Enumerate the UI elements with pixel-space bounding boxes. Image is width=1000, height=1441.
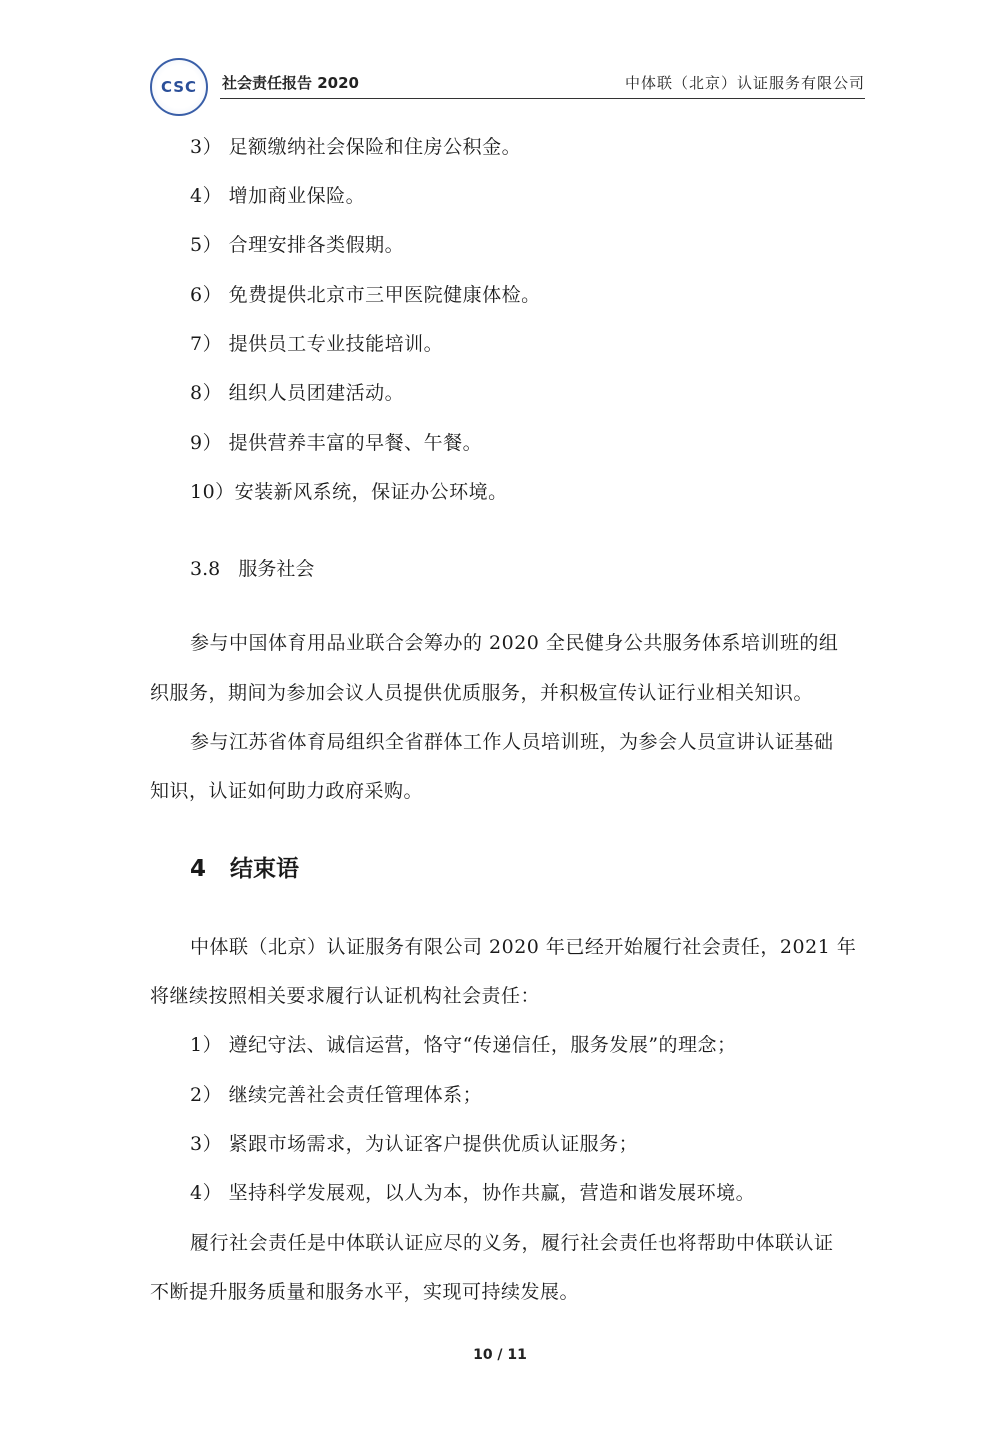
list-item: 8） 组织人员团建活动。 xyxy=(190,382,405,404)
header-divider xyxy=(220,98,865,99)
list-item: 3） 足额缴纳社会保险和住房公积金。 xyxy=(190,136,522,158)
logo-text: CSC xyxy=(160,78,198,96)
list-item: 5） 合理安排各类假期。 xyxy=(190,234,405,256)
paragraph-line: 参与中国体育用品业联合会筹办的 2020 全民健身公共服务体系培训班的组 xyxy=(190,632,839,654)
paragraph-line: 中体联（北京）认证服务有限公司 2020 年已经开始履行社会责任，2021 年 xyxy=(190,936,857,958)
chapter-number: 4 xyxy=(190,856,207,882)
paragraph-line: 知识，认证如何助力政府采购。 xyxy=(150,780,424,802)
section-heading xyxy=(190,557,314,581)
chapter-heading xyxy=(190,855,299,883)
report-title: 社会责任报告 2020 xyxy=(222,74,359,92)
paragraph-line: 参与江苏省体育局组织全省群体工作人员培训班，为参会人员宣讲认证基础 xyxy=(190,731,834,753)
list-item: 6） 免费提供北京市三甲医院健康体检。 xyxy=(190,284,541,306)
company-name: 中体联（北京）认证服务有限公司 xyxy=(624,74,865,92)
list-item: 9） 提供营养丰富的早餐、午餐。 xyxy=(190,432,483,454)
list-item: 3） 紧跟市场需求，为认证客户提供优质认证服务； xyxy=(190,1133,639,1155)
list-item: 4） 坚持科学发展观，以人为本，协作共赢，营造和谐发展环境。 xyxy=(190,1182,756,1204)
list-item: 10）安装新风系统，保证办公环境。 xyxy=(190,481,508,503)
section-title: 服务社会 xyxy=(238,558,315,580)
section-number: 3.8 xyxy=(190,558,221,580)
chapter-title: 结束语 xyxy=(230,856,300,882)
csc-logo xyxy=(150,58,208,116)
list-item: 2） 继续完善社会责任管理体系； xyxy=(190,1084,483,1106)
paragraph-line: 履行社会责任是中体联认证应尽的义务，履行社会责任也将帮助中体联认证 xyxy=(190,1232,834,1254)
page-header xyxy=(150,58,865,118)
page-number: 10 / 11 xyxy=(473,1347,527,1363)
paragraph-line: 将继续按照相关要求履行认证机构社会责任： xyxy=(150,985,541,1007)
paragraph-line: 织服务，期间为参加会议人员提供优质服务，并积极宣传认证行业相关知识。 xyxy=(150,682,814,704)
list-item: 1） 遵纪守法、诚信运营，恪守“传递信任，服务发展”的理念； xyxy=(190,1034,737,1056)
list-item: 7） 提供员工专业技能培训。 xyxy=(190,333,444,355)
list-item: 4） 增加商业保险。 xyxy=(190,185,366,207)
paragraph-line: 不断提升服务质量和服务水平，实现可持续发展。 xyxy=(150,1281,580,1303)
